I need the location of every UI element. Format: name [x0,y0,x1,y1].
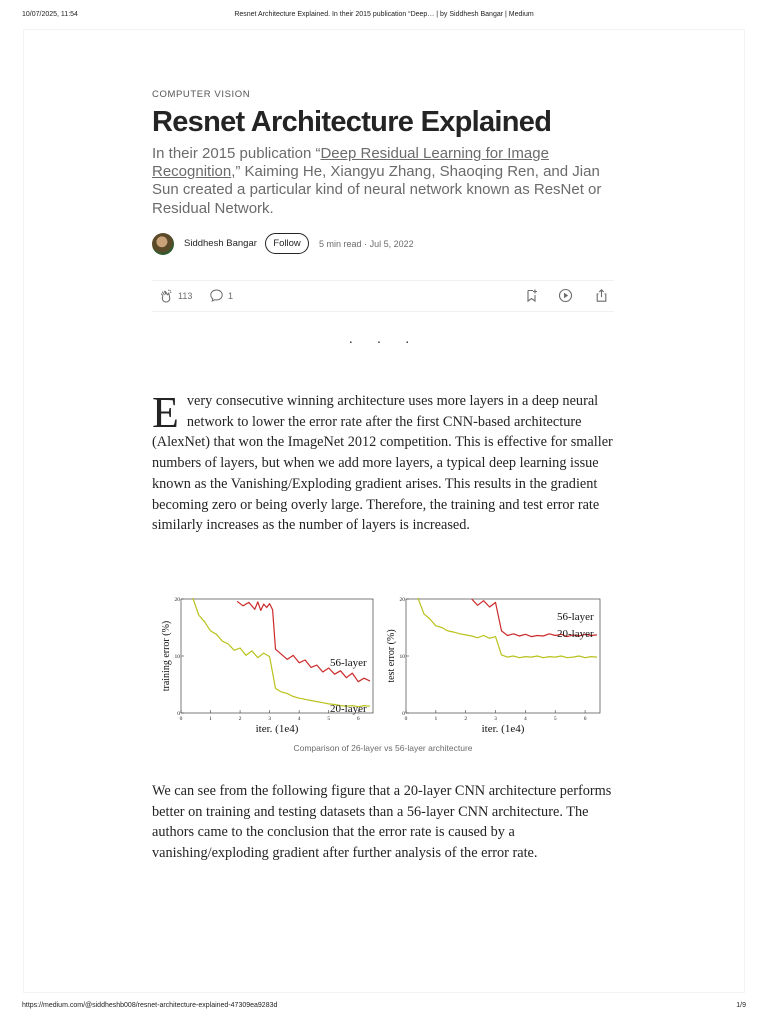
paper-link[interactable]: Deep Residual Learning for Image Recognition [152,145,549,181]
figure-caption: Comparison of 26-layer vs 56-layer architecture [293,743,473,753]
paragraph-2: We can see from the following figure that a 20-layer CNN architecture performs better on training and testing datasets than a 56-layer CNN architecture. The authors came to the conclusion that the error rate is caused by a vanishing/exploding gradient after further analysis of the error rate. [152,783,612,862]
series-label: 20-layer [330,703,367,715]
x-tick-label: 5 [327,716,331,722]
clap-icon [158,288,174,304]
chart-panel-2 [386,597,600,735]
article-subtitle [152,145,612,218]
y-tick-label: 0 [177,711,180,717]
subtitle-text-start: In their 2015 publication “ [152,145,321,162]
avatar[interactable] [152,233,174,255]
series-label: 20-layer [557,628,594,640]
series-line-20-layer [193,598,370,707]
share-icon [594,288,609,303]
error-charts [152,590,614,740]
section-break: · · · [348,336,420,351]
x-tick-label: 5 [553,716,557,722]
print-page-title: Resnet Architecture Explained. In their 2015 publication “Deep… | by Siddhesh Bangar | Medium [234,11,534,18]
print-url: https://medium.com/@siddheshb008/resnet-architecture-explained-47309ea9283d [22,1002,278,1009]
y-tick-label: 10 [399,654,405,660]
read-time: 5 min read [319,239,362,249]
x-tick-label: 2 [238,716,242,722]
y-axis-label: training error (%) [161,620,172,692]
paragraph-1-text: very consecutive winning architecture uses more layers in a deep neural network to lower the error rate after the first CNN-based architecture (AlexNet) that won the ImageNet 2012 competition. This is effective for smaller numbers of layers, but when we add more layers, a typical deep learning issue known as the Vanishing/Exploding gradient arises. This results in the gradient becoming zero or being overly large. Therefore, the training and test error rate similarly increases as the number of layers is increased. [152,393,613,534]
x-tick-label: 6 [583,716,587,722]
action-bar [152,280,614,312]
y-axis-label: test error (%) [386,629,397,683]
x-tick-label: 0 [179,716,183,722]
plot-frame [181,599,373,713]
play-icon [558,288,573,303]
response-count: 1 [228,290,234,301]
paragraph-1 [152,388,614,536]
x-tick-label: 6 [356,716,360,722]
save-button[interactable] [524,288,539,303]
clap-count: 113 [178,291,193,301]
x-tick-label: 0 [404,716,408,722]
x-tick-label: 4 [524,716,527,722]
x-tick-label: 1 [209,716,212,722]
series-label: 56-layer [330,657,367,669]
article-category[interactable]: COMPUTER VISION [152,89,251,100]
clap-button[interactable] [158,288,192,304]
y-tick-label: 10 [174,654,180,660]
author-name[interactable]: Siddhesh Bangar [184,238,257,249]
x-tick-label: 4 [297,716,301,722]
x-tick-label: 2 [464,716,468,722]
print-page-number: 1/9 [736,1002,746,1009]
x-axis-label: iter. (1e4) [481,723,525,735]
subtitle-text-end: ,” Kaiming He, Xiangyu Zhang, Shaoqing Ren, and Jian Sun created a particular kind of neural network known as ResNet or Residual Network. [152,163,602,217]
error-rate-figure [152,590,614,740]
series-label: 56-layer [557,611,594,623]
print-header [0,11,768,23]
article-meta [319,239,414,249]
meta-separator: · [364,239,368,249]
y-tick-label: 0 [402,711,405,717]
print-datetime: 10/07/2025, 11:54 [22,11,78,18]
bookmark-add-icon [524,288,539,303]
responses-button[interactable] [209,288,233,303]
publish-date: Jul 5, 2022 [369,239,414,249]
x-tick-label: 3 [268,716,271,722]
chart-panel-1 [161,597,373,735]
author-row [152,233,614,257]
comment-icon [209,288,224,303]
listen-button[interactable] [558,288,573,303]
article-title: Resnet Architecture Explained [152,106,552,138]
drop-cap: E [152,388,179,437]
y-tick-label: 20 [174,597,180,603]
series-line-56-layer [237,601,370,681]
share-button[interactable] [594,288,609,303]
x-tick-label: 3 [494,716,497,722]
x-tick-label: 1 [434,716,438,722]
x-axis-label: iter. (1e4) [255,723,299,735]
follow-button[interactable]: Follow [265,233,309,254]
y-tick-label: 20 [399,597,405,603]
